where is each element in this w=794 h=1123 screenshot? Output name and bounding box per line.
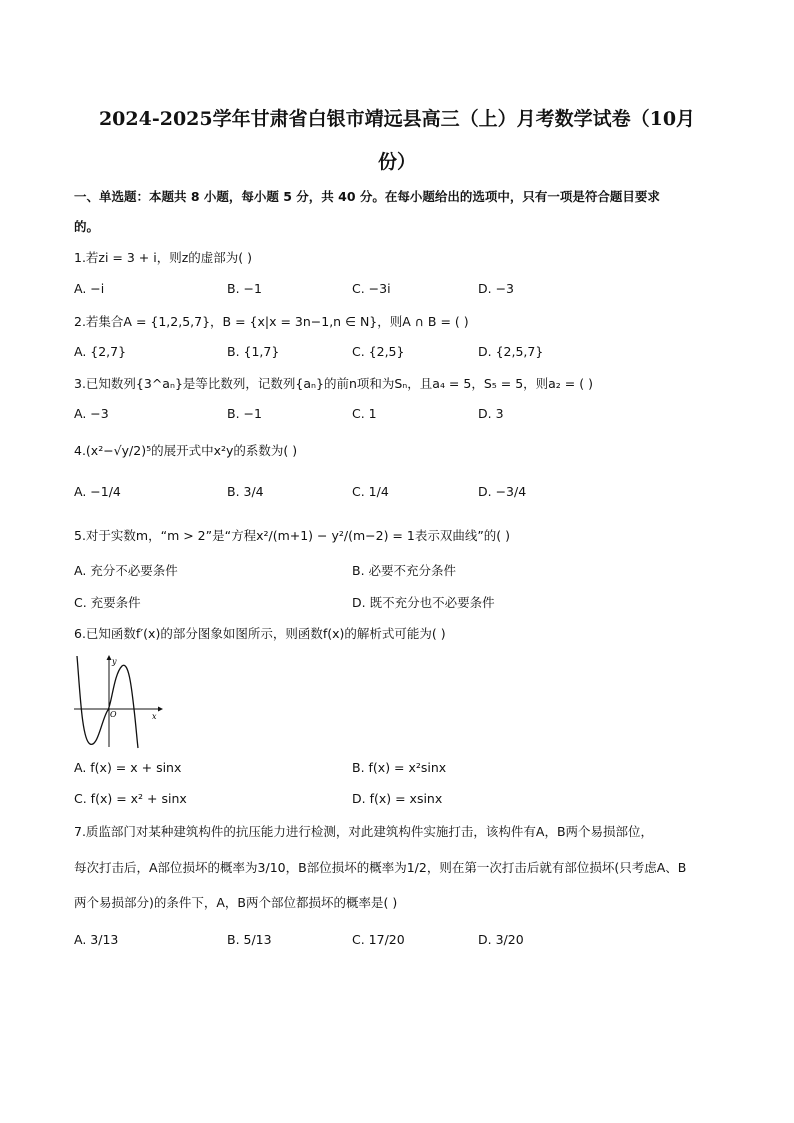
q6-option-a: A. f(x) = x + sinx [74, 760, 182, 775]
q3-option-b: B. −1 [227, 406, 262, 421]
q3-stem: 3.已知数列{3^aₙ}是等比数列，记数列{aₙ}的前n项和为Sₙ，且a₄ = 5，S₅ = 5，则a₂ = ( ) [74, 376, 593, 391]
page-title-line-1: 2024-2025学年甘肃省白银市靖远县高三（上）月考数学试卷（10月 [98, 108, 696, 130]
derivative-graph [72, 652, 164, 750]
q6-option-d: D. f(x) = xsinx [352, 791, 443, 806]
page-title-line-2: 份） [377, 151, 416, 173]
q7-option-a: A. 3/13 [74, 932, 119, 947]
q3-option-d: D. 3 [478, 406, 504, 421]
q1-option-b: B. −1 [227, 281, 262, 296]
q4-option-a: A. −1/4 [74, 484, 121, 499]
q4-stem: 4.(x²−√y/2)⁵的展开式中x²y的系数为( ) [74, 443, 298, 458]
x-axis-arrow [158, 707, 163, 712]
q7-stem-line-1: 7.质监部门对某种建筑构件的抗压能力进行检测，对此建筑构件实施打击，该构件有A，B两个易损部位， [74, 824, 654, 839]
q1-stem: 1.若zi = 3 + i，则z的虚部为( ) [74, 250, 253, 265]
y-axis-label: y [112, 657, 117, 666]
q5-option-b: B. 必要不充分条件 [352, 563, 457, 578]
section-heading-cont: 的。 [74, 219, 100, 234]
q5-stem: 5.对于实数m，“m > 2”是“方程x²/(m+1) − y²/(m−2) = 1表示双曲线”的( ) [74, 528, 511, 543]
q5-option-d: D. 既不充分也不必要条件 [352, 595, 495, 610]
section-heading: 一、单选题：本题共 8 小题，每小题 5 分，共 40 分。在每小题给出的选项中，只有一项是符合题目要求 [74, 189, 660, 204]
q4-option-c: C. 1/4 [352, 484, 389, 499]
x-axis-label: x [152, 712, 157, 721]
origin-label: O [110, 710, 117, 719]
q6-option-b: B. f(x) = x²sinx [352, 760, 447, 775]
q2-stem: 2.若集合A = {1,2,5,7}，B = {x|x = 3n−1,n ∈ N}，则A ∩ B = ( ) [74, 314, 469, 329]
q5-option-c: C. 充要条件 [74, 595, 141, 610]
q1-option-c: C. −3i [352, 281, 391, 296]
q6-option-c: C. f(x) = x² + sinx [74, 791, 187, 806]
q1-option-d: D. −3 [478, 281, 514, 296]
q7-option-b: B. 5/13 [227, 932, 272, 947]
q2-option-d: D. {2,5,7} [478, 344, 544, 359]
q7-stem-line-3: 两个易损部分)的条件下，A，B两个部位都损坏的概率是( ) [74, 895, 398, 910]
q4-option-d: D. −3/4 [478, 484, 527, 499]
derivative-curve [77, 656, 138, 748]
q7-stem-line-2: 每次打击后，A部位损坏的概率为3/10，B部位损坏的概率为1/2，则在第一次打击后就有部位损坏(只考虑A、B [74, 860, 687, 875]
q2-option-c: C. {2,5} [352, 344, 405, 359]
q7-option-c: C. 17/20 [352, 932, 405, 947]
q6-stem: 6.已知函数f′(x)的部分图象如图所示，则函数f(x)的解析式可能为( ) [74, 626, 446, 641]
q7-option-d: D. 3/20 [478, 932, 524, 947]
q1-option-a: A. −i [74, 281, 105, 296]
q5-option-a: A. 充分不必要条件 [74, 563, 178, 578]
q2-option-b: B. {1,7} [227, 344, 280, 359]
q4-option-b: B. 3/4 [227, 484, 264, 499]
q3-option-a: A. −3 [74, 406, 109, 421]
q3-option-c: C. 1 [352, 406, 377, 421]
q2-option-a: A. {2,7} [74, 344, 127, 359]
y-axis-arrow [107, 655, 112, 660]
